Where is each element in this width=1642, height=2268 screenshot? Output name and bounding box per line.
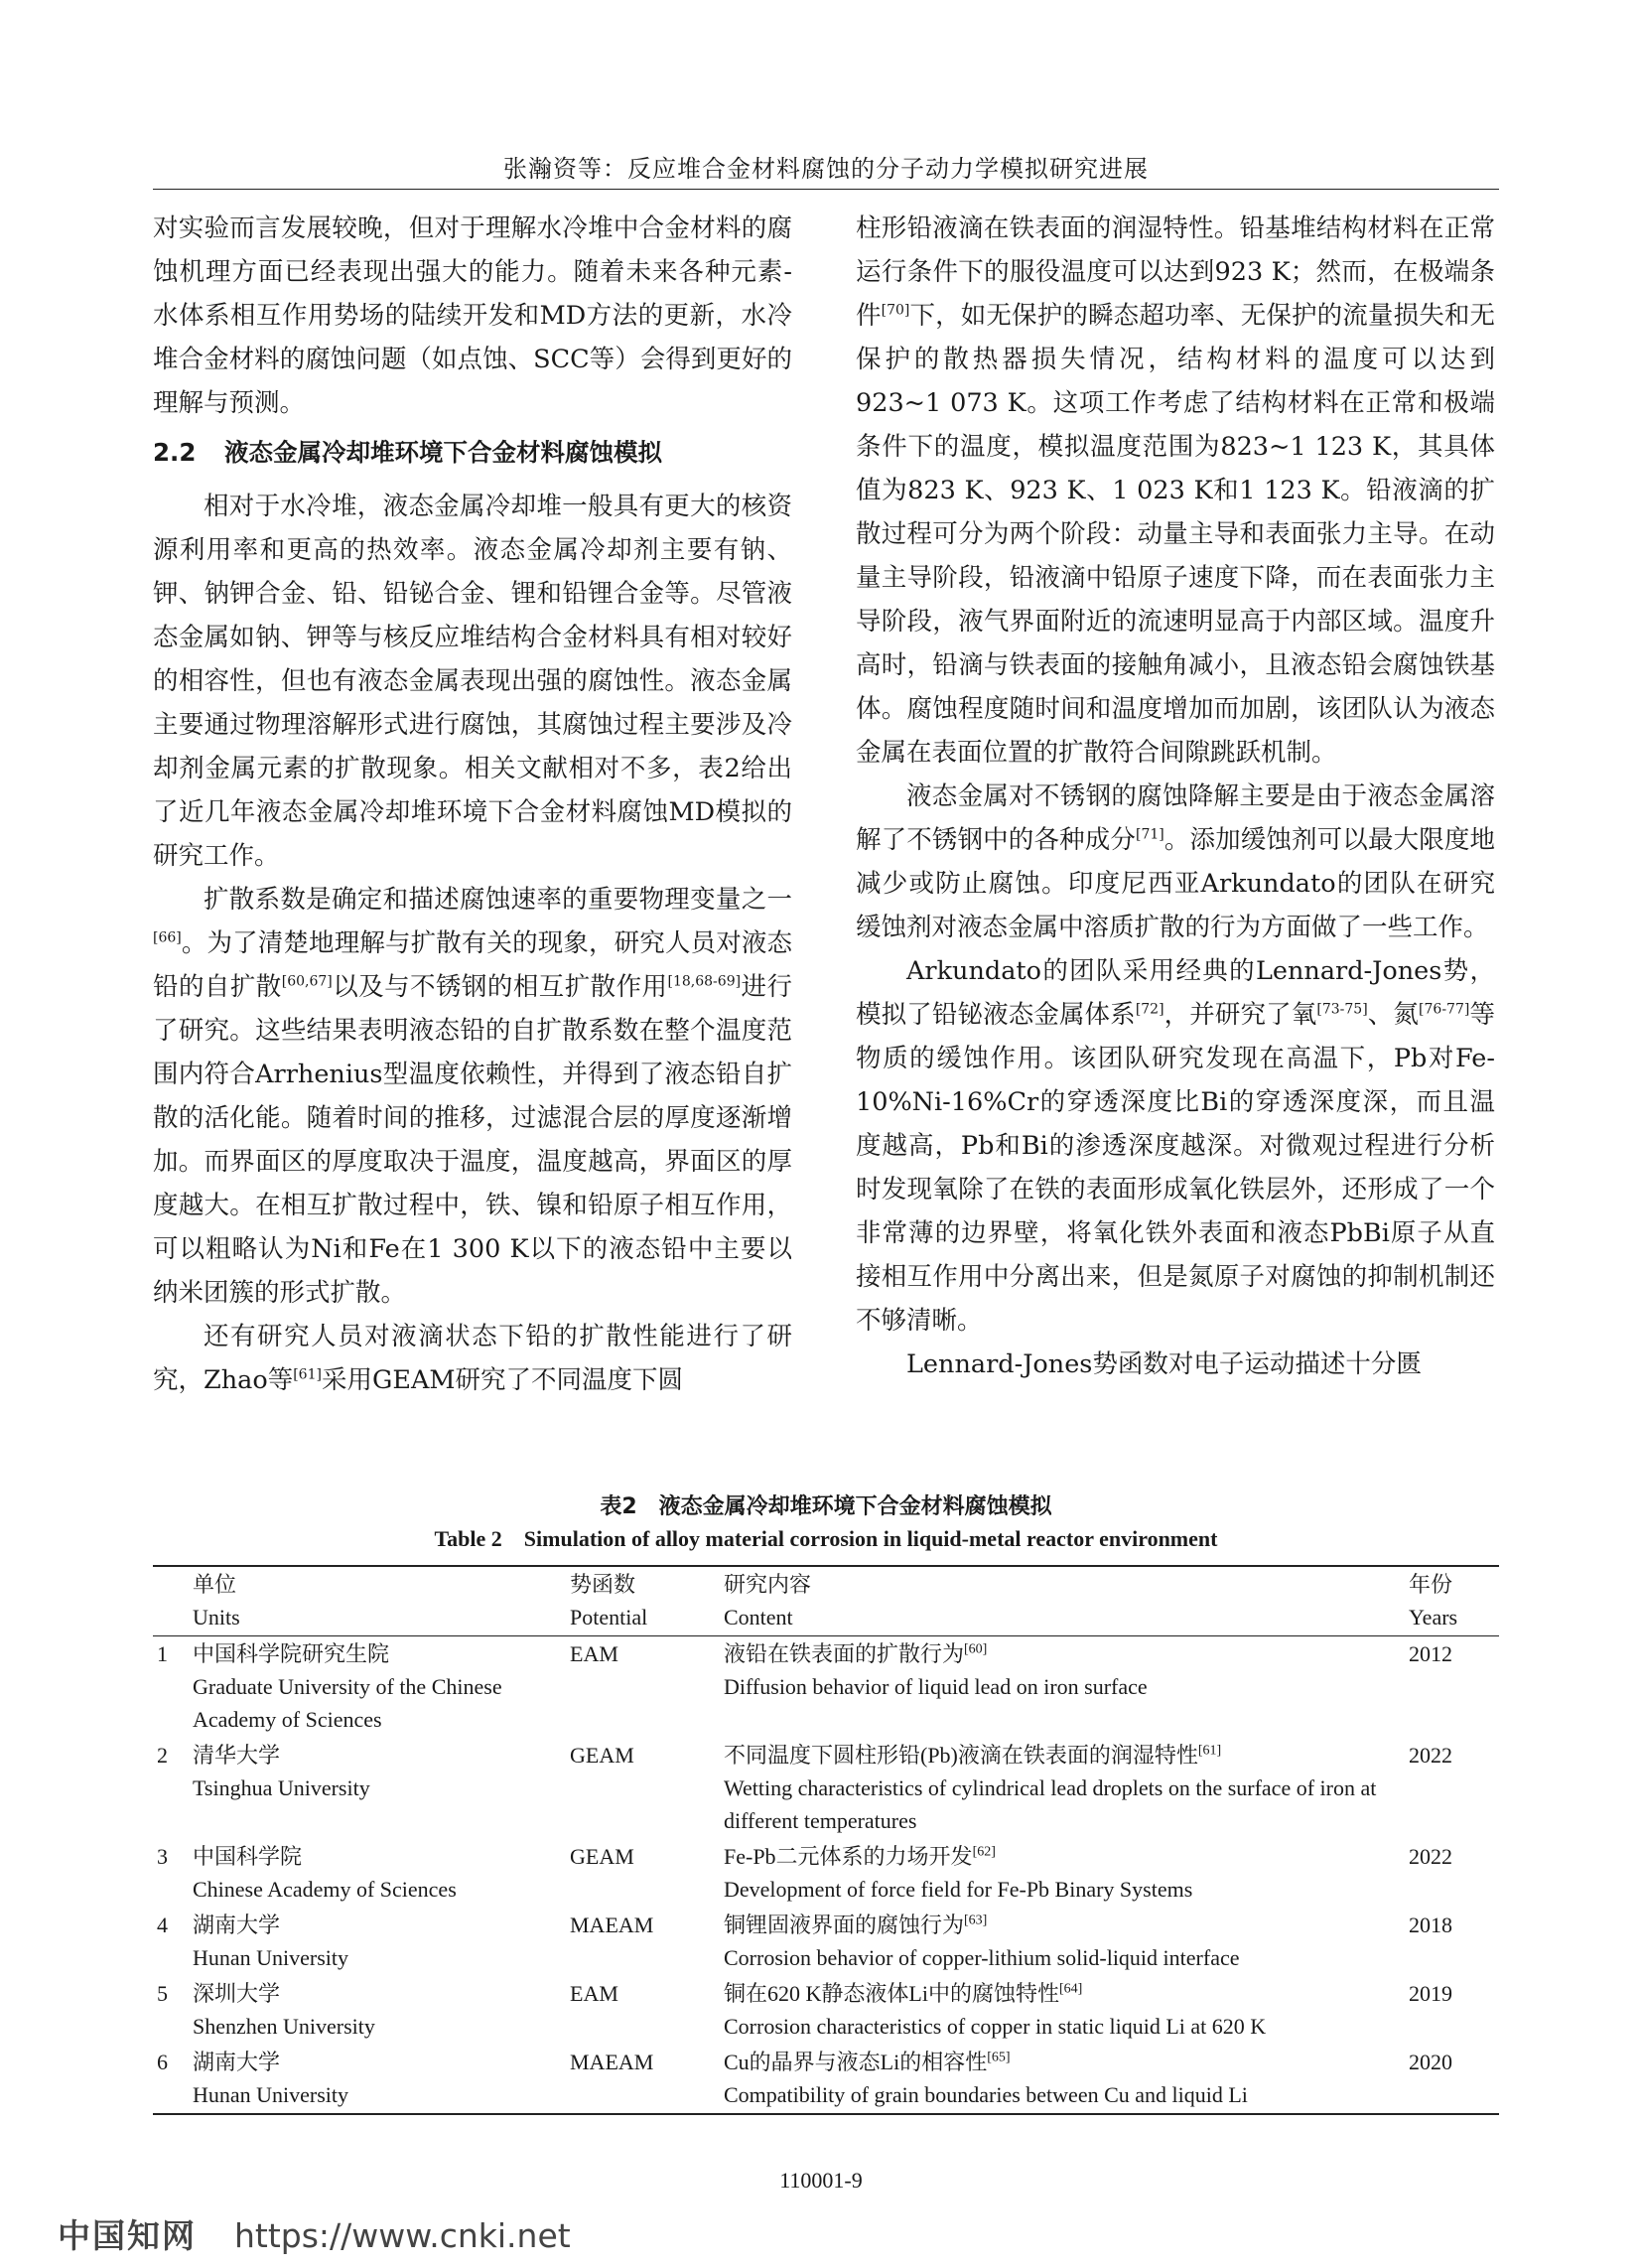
paragraph: 柱形铅液滴在铁表面的润湿特性。铅基堆结构材料在正常运行条件下的服役温度可以达到923 K；然而，在极端条件[70]下，如无保护的瞬态超功率、无保护的流量损失和无保护的散热器损失情况，结构材料的温度可以达到923~1 073 K。这项工作考虑了结构材料在正常和极端条件下的温度，模拟温度范围为823~1 123 K，其具体值为823 K、923 K、1 023 K和1 123 K。铅液滴的扩散过程可分为两个阶段：动量主导和表面张力主导。在动量主导阶段，铅液滴中铅原子速度下降，而在表面张力主导阶段，液气界面附近的流速明显高于内部区域。温度升高时，铅滴与铁表面的接触角减小，且液态铅会腐蚀铁基体。腐蚀程度随时间和温度增加而加剧，该团队认为液态金属在表面位置的扩散符合间隙跳跃机制。 — [856, 213, 1495, 768]
citation[interactable]: [18,68-69] — [667, 973, 742, 990]
header-potential: 势函数 Potential — [570, 1572, 648, 1630]
row-content: Fe-Pb二元体系的力场开发[62] Development of force field for Fe-Pb Binary Systems — [724, 1844, 1193, 1902]
row-year: 2022 — [1409, 1844, 1452, 1869]
citation[interactable]: [60] — [964, 1641, 988, 1657]
row-unit: 湖南大学 Hunan University — [193, 2050, 349, 2107]
citation[interactable]: [66] — [153, 929, 182, 946]
table-row — [153, 1636, 1499, 1739]
row-content: Cu的晶界与液态Li的相容性[65] Compatibility of grain boundaries between Cu and liquid Li — [724, 2050, 1248, 2107]
row-index: 4 — [157, 1913, 168, 1937]
row-potential: MAEAM — [570, 2050, 654, 2074]
running-title: 张瀚资等：反应堆合金材料腐蚀的分子动力学模拟研究进展 — [503, 155, 1149, 183]
citation[interactable]: [70] — [881, 302, 910, 319]
row-index: 3 — [157, 1844, 168, 1869]
paragraph: 扩散系数是确定和描述腐蚀速率的重要物理变量之一[66]。为了清楚地理解与扩散有关的现象，研究人员对液态铅的自扩散[60,67]以及与不锈钢的相互扩散作用[18,68-69]进行了研究。这些结果表明液态铅的自扩散系数在整个温度范围内符合Arrhenius型温度依赖性，并得到了液态铅自扩散的活化能。随着时间的推移，过滤混合层的厚度逐渐增加。而界面区的厚度取决于温度，温度越高，界面区的厚度越大。在相互扩散过程中，铁、镍和铅原子相互作用，可以粗略认为Ni和Fe在1 300 K以下的液态铅中主要以纳米团簇的形式扩散。 — [153, 885, 792, 1308]
row-index: 1 — [157, 1641, 168, 1666]
citation[interactable]: [71] — [1135, 826, 1164, 843]
row-year: 2019 — [1409, 1981, 1452, 2006]
section-heading — [153, 431, 792, 475]
paragraph: Lennard-Jones势函数对电子运动描述十分匮 — [906, 1349, 1422, 1379]
row-index: 6 — [157, 2050, 168, 2074]
table-header-row — [153, 1566, 1499, 1636]
table-row — [153, 1976, 1499, 2045]
watermark-url[interactable]: https://www.cnki.net — [234, 2216, 571, 2255]
header-units: 单位 Units — [193, 1572, 240, 1630]
citation[interactable]: [64] — [1058, 1981, 1083, 1997]
section-number: 2.2 — [153, 438, 197, 467]
citation[interactable]: [73-75] — [1316, 1001, 1368, 1018]
left-column — [153, 207, 792, 1402]
table-caption-en: Table 2 Simulation of alloy material corrosion in liquid-metal reactor environment — [434, 1526, 1218, 1551]
citation[interactable]: [65] — [987, 2050, 1011, 2065]
row-content: 不同温度下圆柱形铅(Pb)液滴在铁表面的润湿特性[61] Wetting characteristics of cylindrical lead droplets on the surface of iron at different temperatures — [724, 1743, 1377, 1833]
citation[interactable]: [61] — [1197, 1743, 1222, 1759]
table-caption — [153, 1489, 1499, 1553]
row-index: 2 — [157, 1743, 168, 1768]
paragraph: 液态金属对不锈钢的腐蚀降解主要是由于液态金属溶解了不锈钢中的各种成分[71]。添加缓蚀剂可以最大限度地减少或防止腐蚀。印度尼西亚Arkundato的团队在研究缓蚀剂对液态金属中溶质扩散的行为方面做了一些工作。 — [856, 781, 1495, 942]
paragraph: 相对于水冷堆，液态金属冷却堆一般具有更大的核资源利用率和更高的热效率。液态金属冷却剂主要有钠、钾、钠钾合金、铅、铅铋合金、锂和铅锂合金等。尽管液态金属如钠、钾等与核反应堆结构合金材料具有相对较好的相容性，但也有液态金属表现出强的腐蚀性。液态金属主要通过物理溶解形式进行腐蚀，其腐蚀过程主要涉及冷却剂金属元素的扩散现象。相关文献相对不多，表2给出了近几年液态金属冷却堆环境下合金材料腐蚀MD模拟的研究工作。 — [153, 492, 792, 871]
header-rule — [153, 189, 1499, 190]
row-unit: 清华大学 Tsinghua University — [193, 1743, 370, 1800]
citation[interactable]: [61] — [293, 1366, 322, 1383]
data-table — [153, 1565, 1499, 2115]
row-potential: GEAM — [570, 1743, 634, 1768]
paragraph: 还有研究人员对液滴状态下铅的扩散性能进行了研究，Zhao等[61]采用GEAM研究了不同温度下圆 — [153, 1322, 792, 1395]
header-content: 研究内容 Content — [724, 1572, 812, 1630]
row-year: 2018 — [1409, 1913, 1452, 1937]
row-unit: 中国科学院研究生院 Graduate University of the Chinese Academy of Sciences — [193, 1641, 502, 1732]
watermark-brand: 中国知网 — [58, 2216, 197, 2255]
table-row — [153, 1908, 1499, 1976]
table-row — [153, 2045, 1499, 2114]
row-index: 5 — [157, 1981, 168, 2006]
section-title: 液态金属冷却堆环境下合金材料腐蚀模拟 — [224, 438, 662, 467]
row-potential: EAM — [570, 1981, 618, 2006]
citation[interactable]: [63] — [964, 1913, 988, 1928]
header-index — [153, 1566, 193, 1636]
cnki-watermark — [58, 2210, 571, 2257]
row-content: 液铅在铁表面的扩散行为[60] Diffusion behavior of liquid lead on iron surface — [724, 1641, 1148, 1699]
paragraph: 对实验而言发展较晚，但对于理解水冷堆中合金材料的腐蚀机理方面已经表现出强大的能力。随着未来各种元素-水体系相互作用势场的陆续开发和MD方法的更新，水冷堆合金材料的腐蚀问题（如点蚀、SCC等）会得到更好的理解与预测。 — [153, 213, 792, 418]
row-year: 2022 — [1409, 1743, 1452, 1768]
row-potential: MAEAM — [570, 1913, 654, 1937]
row-unit: 深圳大学 Shenzhen University — [193, 1981, 375, 2039]
citation[interactable]: [62] — [972, 1844, 996, 1860]
row-year: 2012 — [1409, 1641, 1452, 1666]
row-potential: EAM — [570, 1641, 618, 1666]
row-potential: GEAM — [570, 1844, 634, 1869]
row-content: 铜锂固液界面的腐蚀行为[63] Corrosion behavior of copper-lithium solid-liquid interface — [724, 1913, 1240, 1970]
citation[interactable]: [72] — [1135, 1001, 1164, 1018]
row-content: 铜在620 K静态液体Li中的腐蚀特性[64] Corrosion characteristics of copper in static liquid Li at 620 K — [724, 1981, 1267, 2039]
table-row — [153, 1738, 1499, 1839]
header-years: 年份 Years — [1409, 1572, 1458, 1630]
citation[interactable]: [60,67] — [281, 973, 333, 990]
right-column — [856, 207, 1495, 1386]
citation[interactable]: [76-77] — [1419, 1001, 1470, 1018]
page-number: 110001-9 — [779, 2168, 863, 2193]
table-row — [153, 1839, 1499, 1908]
table-caption-zh: 表2 液态金属冷却堆环境下合金材料腐蚀模拟 — [600, 1494, 1052, 1519]
row-unit: 湖南大学 Hunan University — [193, 1913, 349, 1970]
row-unit: 中国科学院 Chinese Academy of Sciences — [193, 1844, 457, 1902]
row-year: 2020 — [1409, 2050, 1452, 2074]
paragraph: Arkundato的团队采用经典的Lennard-Jones势，模拟了铅铋液态金属体系[72]，并研究了氧[73-75]、氮[76-77]等物质的缓蚀作用。该团队研究发现在高温下，Pb对Fe-10%Ni-16%Cr的穿透深度比Bi的穿透深度深，而且温度越高，Pb和Bi的渗透深度越深。对微观过程进行分析时发现氧除了在铁的表面形成氧化铁层外，还形成了一个非常薄的边界壁，将氧化铁外表面和液态PbBi原子从直接相互作用中分离出来，但是氮原子对腐蚀的抑制机制还不够清晰。 — [856, 956, 1495, 1336]
